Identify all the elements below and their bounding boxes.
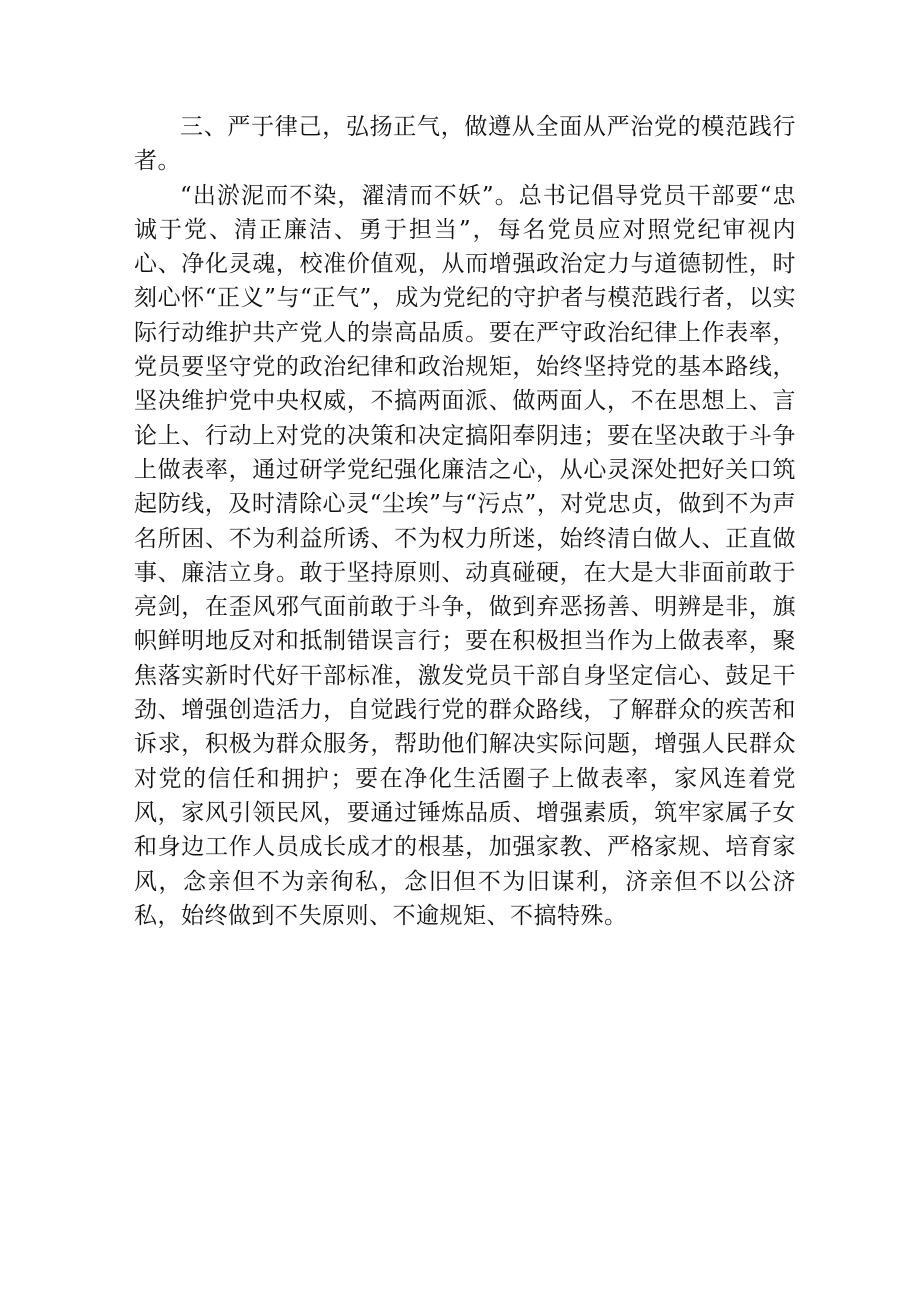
document-content	[134, 110, 796, 933]
section-heading: 三、严于律己，弘扬正气，做遵从全面从严治党的模范践行者。	[134, 114, 796, 175]
section-body-paragraph: “出淤泥而不染，濯清而不妖”。总书记倡导党员干部要“忠诚于党、清正廉洁、勇于担当”，每名党员应对照党纪审视内心、净化灵魂，校准价值观，从而增强政治定力与道德韧性，时刻心怀“正义”与“正气”，成为党纪的守护者与模范践行者，以实际行动维护共产党人的崇高品质。要在严守政治纪律上作表率，党员要坚守党的政治纪律和政治规矩，始终坚持党的基本路线，坚决维护党中央权威，不搞两面派、做两面人，不在思想上、言论上、行动上对党的决策和决定搞阳奉阴违；要在坚决敢于斗争上做表率，通过研学党纪强化廉洁之心，从心灵深处把好关口筑起防线，及时清除心灵“尘埃”与“污点”，对党忠贞，做到不为声名所困、不为利益所诱、不为权力所迷，始终清白做人、正直做事、廉洁立身。敢于坚持原则、动真碰硬，在大是大非面前敢于亮剑，在歪风邪气面前敢于斗争，做到弃恶扬善、明辨是非，旗帜鲜明地反对和抵制错误言行；要在积极担当作为上做表率，聚焦落实新时代好干部标准，激发党员干部自身坚定信心、鼓足干劲、增强创造活力，自觉践行党的群众路线，了解群众的疾苦和诉求，积极为群众服务，帮助他们解决实际问题，增强人民群众对党的信任和拥护；要在净化生活圈子上做表率，家风连着党风，家风引领民风，要通过锤炼品质、增强素质，筑牢家属子女和身边工作人员成长成才的根基，加强家教、严格家规、培育家风，念亲但不为亲徇私，念旧但不为旧谋利，济亲但不以公济私，始终做到不失原则、不逾规矩、不搞特殊。	[134, 182, 796, 929]
